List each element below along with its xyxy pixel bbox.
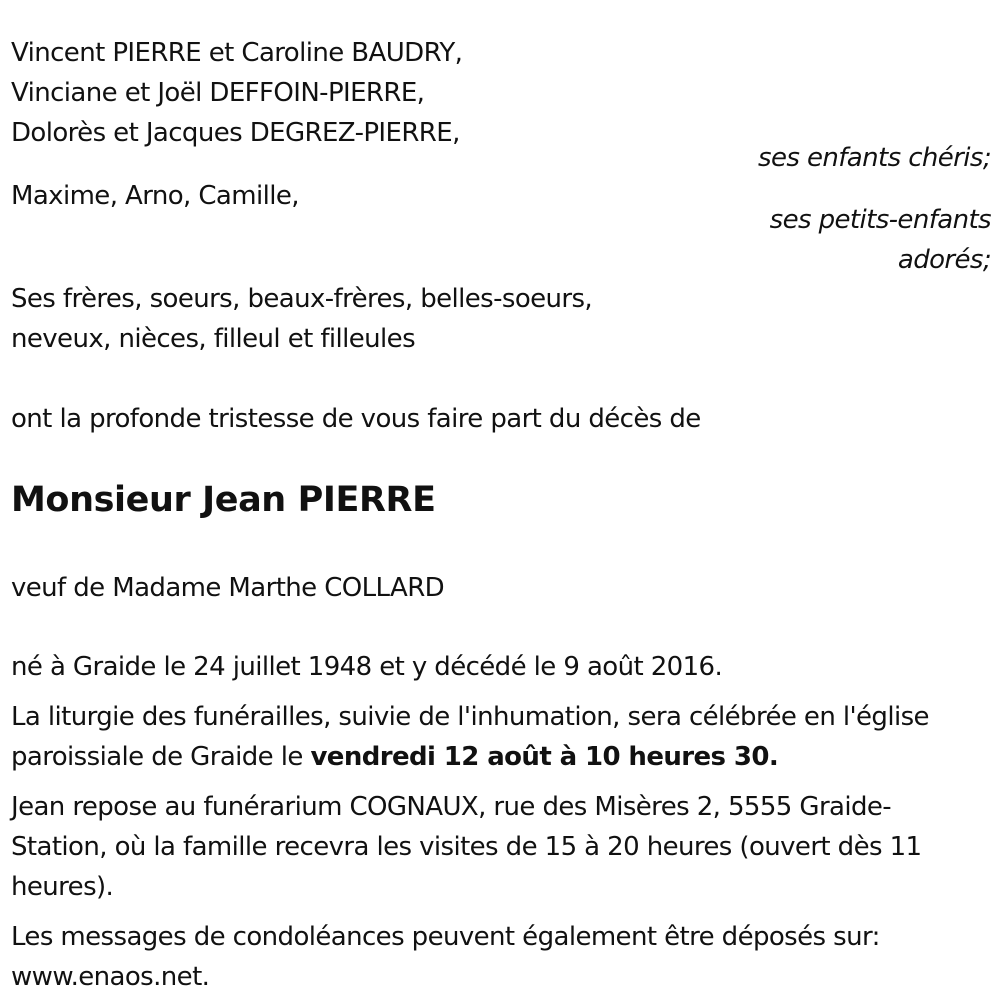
funeral-date-time: vendredi 12 août à 10 heures 30.: [310, 742, 779, 772]
visitation-line-3: heures).: [11, 872, 114, 902]
visitation-line-2: Station, où la famille recevra les visites de 15 à 20 heures (ouvert dès 11: [11, 832, 922, 862]
funeral-line-2: [11, 742, 778, 772]
family-child-line-1: Vincent PIERRE et Caroline BAUDRY,: [11, 38, 463, 68]
deceased-name: Monsieur Jean PIERRE: [11, 480, 436, 520]
visitation-line-1: Jean repose au funérarium COGNAUX, rue des Misères 2, 5555 Graide-: [11, 792, 892, 822]
family-child-line-2: Vinciane et Joël DEFFOIN-PIERRE,: [11, 78, 425, 108]
grandchildren-label-2: adorés;: [897, 245, 991, 275]
announcement-intro: ont la profonde tristesse de vous faire part du décès de: [11, 404, 701, 434]
condolences-line-1: Les messages de condoléances peuvent également être déposés sur:: [11, 922, 880, 952]
funeral-line-1: La liturgie des funérailles, suivie de l'inhumation, sera célébrée en l'église: [11, 702, 929, 732]
birth-death-line: né à Graide le 24 juillet 1948 et y décédé le 9 août 2016.: [11, 652, 723, 682]
family-child-line-3: Dolorès et Jacques DEGREZ-PIERRE,: [11, 118, 460, 148]
grandchildren-label-1: ses petits-enfants: [769, 205, 991, 235]
children-label: ses enfants chéris;: [758, 143, 991, 173]
siblings-line-2: neveux, nièces, filleul et filleules: [11, 324, 416, 354]
grandchildren-line: Maxime, Arno, Camille,: [11, 181, 299, 211]
widower-line: veuf de Madame Marthe COLLARD: [11, 573, 445, 603]
funeral-line-2-prefix: paroissiale de Graide le: [11, 742, 311, 772]
condolences-link[interactable]: www.enaos.net.: [11, 962, 210, 992]
siblings-line-1: Ses frères, soeurs, beaux-frères, belles-soeurs,: [11, 284, 593, 314]
